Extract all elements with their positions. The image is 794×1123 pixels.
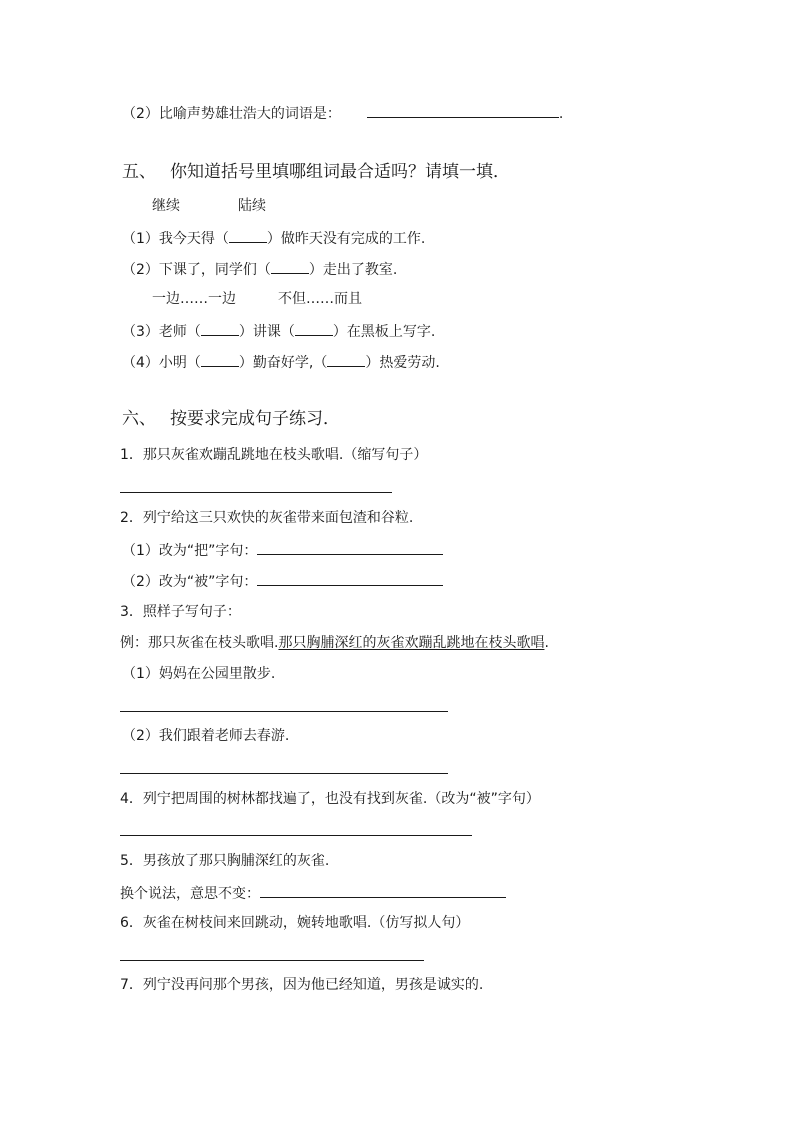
sec6-heading-text: 按要求完成句子练习． <box>170 409 340 429</box>
sec6-item-2-1 <box>122 540 443 560</box>
sec4-q2-line <box>122 103 563 123</box>
sec6-item-6: 6．灰雀在树枝间来回跳动，婉转地歌唱.（仿写拟人句） <box>120 915 470 931</box>
sec6-item-2-2-blank[interactable] <box>257 571 443 586</box>
example-underlined: 那只胸脯深红的灰雀欢蹦乱跳地在枝头歌唱 <box>278 635 545 651</box>
sec5-q4-text-b: ）勤奋好学,（ <box>238 355 328 371</box>
sec5-word-group-2 <box>152 290 362 308</box>
sec5-heading-text: 你知道括号里填哪组词最合适吗？请填一填． <box>170 162 510 182</box>
sec5-q2-text-a: （2）下课了，同学们（ <box>122 262 271 278</box>
sec6-item-7: 7．列宁没再问那个男孩，因为他已经知道，男孩是诚实的. <box>120 977 484 993</box>
sec6-item-2-1-label: （1）改为“把”字句： <box>122 543 258 559</box>
example-plain: 例：那只灰雀在枝头歌唱. <box>120 635 279 651</box>
sec6-heading <box>122 408 340 430</box>
sec5-q1 <box>122 228 425 248</box>
sec6-item-2-2 <box>122 571 443 591</box>
sec5-q3-blank-1[interactable] <box>201 321 239 336</box>
sec6-item-2-2-label: （2）改为“被”字句： <box>122 574 258 590</box>
sec5-q4-blank-1[interactable] <box>201 352 239 367</box>
sec6-item-3-2: （2）我们跟着老师去春游. <box>122 728 290 744</box>
sec6-item-4: 4．列宁把周围的树林都找遍了，也没有找到灰雀.（改为“被”字句） <box>120 791 540 807</box>
sec6-item-5-blank[interactable] <box>260 883 506 898</box>
sec6-item-5: 5．男孩放了那只胸脯深红的灰雀. <box>120 853 330 869</box>
sec5-q3-text-b: ）讲课（ <box>238 324 295 340</box>
sec6-item-3: 3．照样子写句子： <box>120 604 241 620</box>
sec5-q3-text-a: （3）老师（ <box>122 324 201 340</box>
sec5-q2-blank[interactable] <box>271 259 309 274</box>
sec6-item-3-2-answer-line[interactable] <box>120 773 448 774</box>
sec6-item-5-sub-label: 换个说法，意思不变： <box>120 886 260 902</box>
word-jixu: 继续 <box>152 198 180 214</box>
example-end: . <box>544 635 549 651</box>
sec6-item-3-example <box>120 634 549 652</box>
sec6-item-1: 1．那只灰雀欢蹦乱跳地在枝头歌唱.（缩写句子） <box>120 447 428 463</box>
sec4-q2-label: （2）比喻声势雄壮浩大的词语是： <box>122 106 341 122</box>
word-luxu: 陆续 <box>238 198 266 214</box>
sec5-q1-text-a: （1）我今天得（ <box>122 231 229 247</box>
sec5-q2 <box>122 259 397 279</box>
sec6-item-3-1: （1）妈妈在公园里散步. <box>122 666 276 682</box>
word-yibian: 一边……一边 <box>152 291 236 307</box>
sec5-q3-text-c: ）在黑板上写字. <box>332 324 436 340</box>
sec5-q3-blank-2[interactable] <box>295 321 333 336</box>
sec6-item-6-answer-line[interactable] <box>120 960 424 961</box>
sec6-item-4-answer-line[interactable] <box>120 835 472 836</box>
sec5-q3 <box>122 321 435 341</box>
sec5-heading <box>122 161 510 183</box>
sec6-item-2-1-blank[interactable] <box>257 540 443 555</box>
sec4-q2-end: . <box>558 106 564 122</box>
sec6-item-1-answer-line[interactable] <box>120 492 392 493</box>
sec6-heading-num: 六、 <box>122 409 156 429</box>
sec6-item-3-1-answer-line[interactable] <box>120 711 448 712</box>
sec5-heading-num: 五、 <box>122 162 156 182</box>
sec5-q2-text-b: ）走出了教室. <box>308 262 398 278</box>
sec5-word-group-1 <box>152 197 266 215</box>
sec5-q1-text-b: ）做昨天没有完成的工作. <box>266 231 426 247</box>
sec5-q4-text-c: ）热爱劳动. <box>365 355 440 371</box>
sec5-q1-blank[interactable] <box>229 228 267 243</box>
sec6-item-5-sub <box>120 883 506 903</box>
sec5-q4 <box>122 352 440 372</box>
sec6-item-2: 2．列宁给这三只欢快的灰雀带来面包渣和谷粒. <box>120 510 414 526</box>
sec4-q2-answer-blank[interactable] <box>367 103 559 118</box>
sec5-q4-blank-2[interactable] <box>327 352 365 367</box>
word-budan: 不但……而且 <box>278 291 362 307</box>
sec5-q4-text-a: （4）小明（ <box>122 355 201 371</box>
